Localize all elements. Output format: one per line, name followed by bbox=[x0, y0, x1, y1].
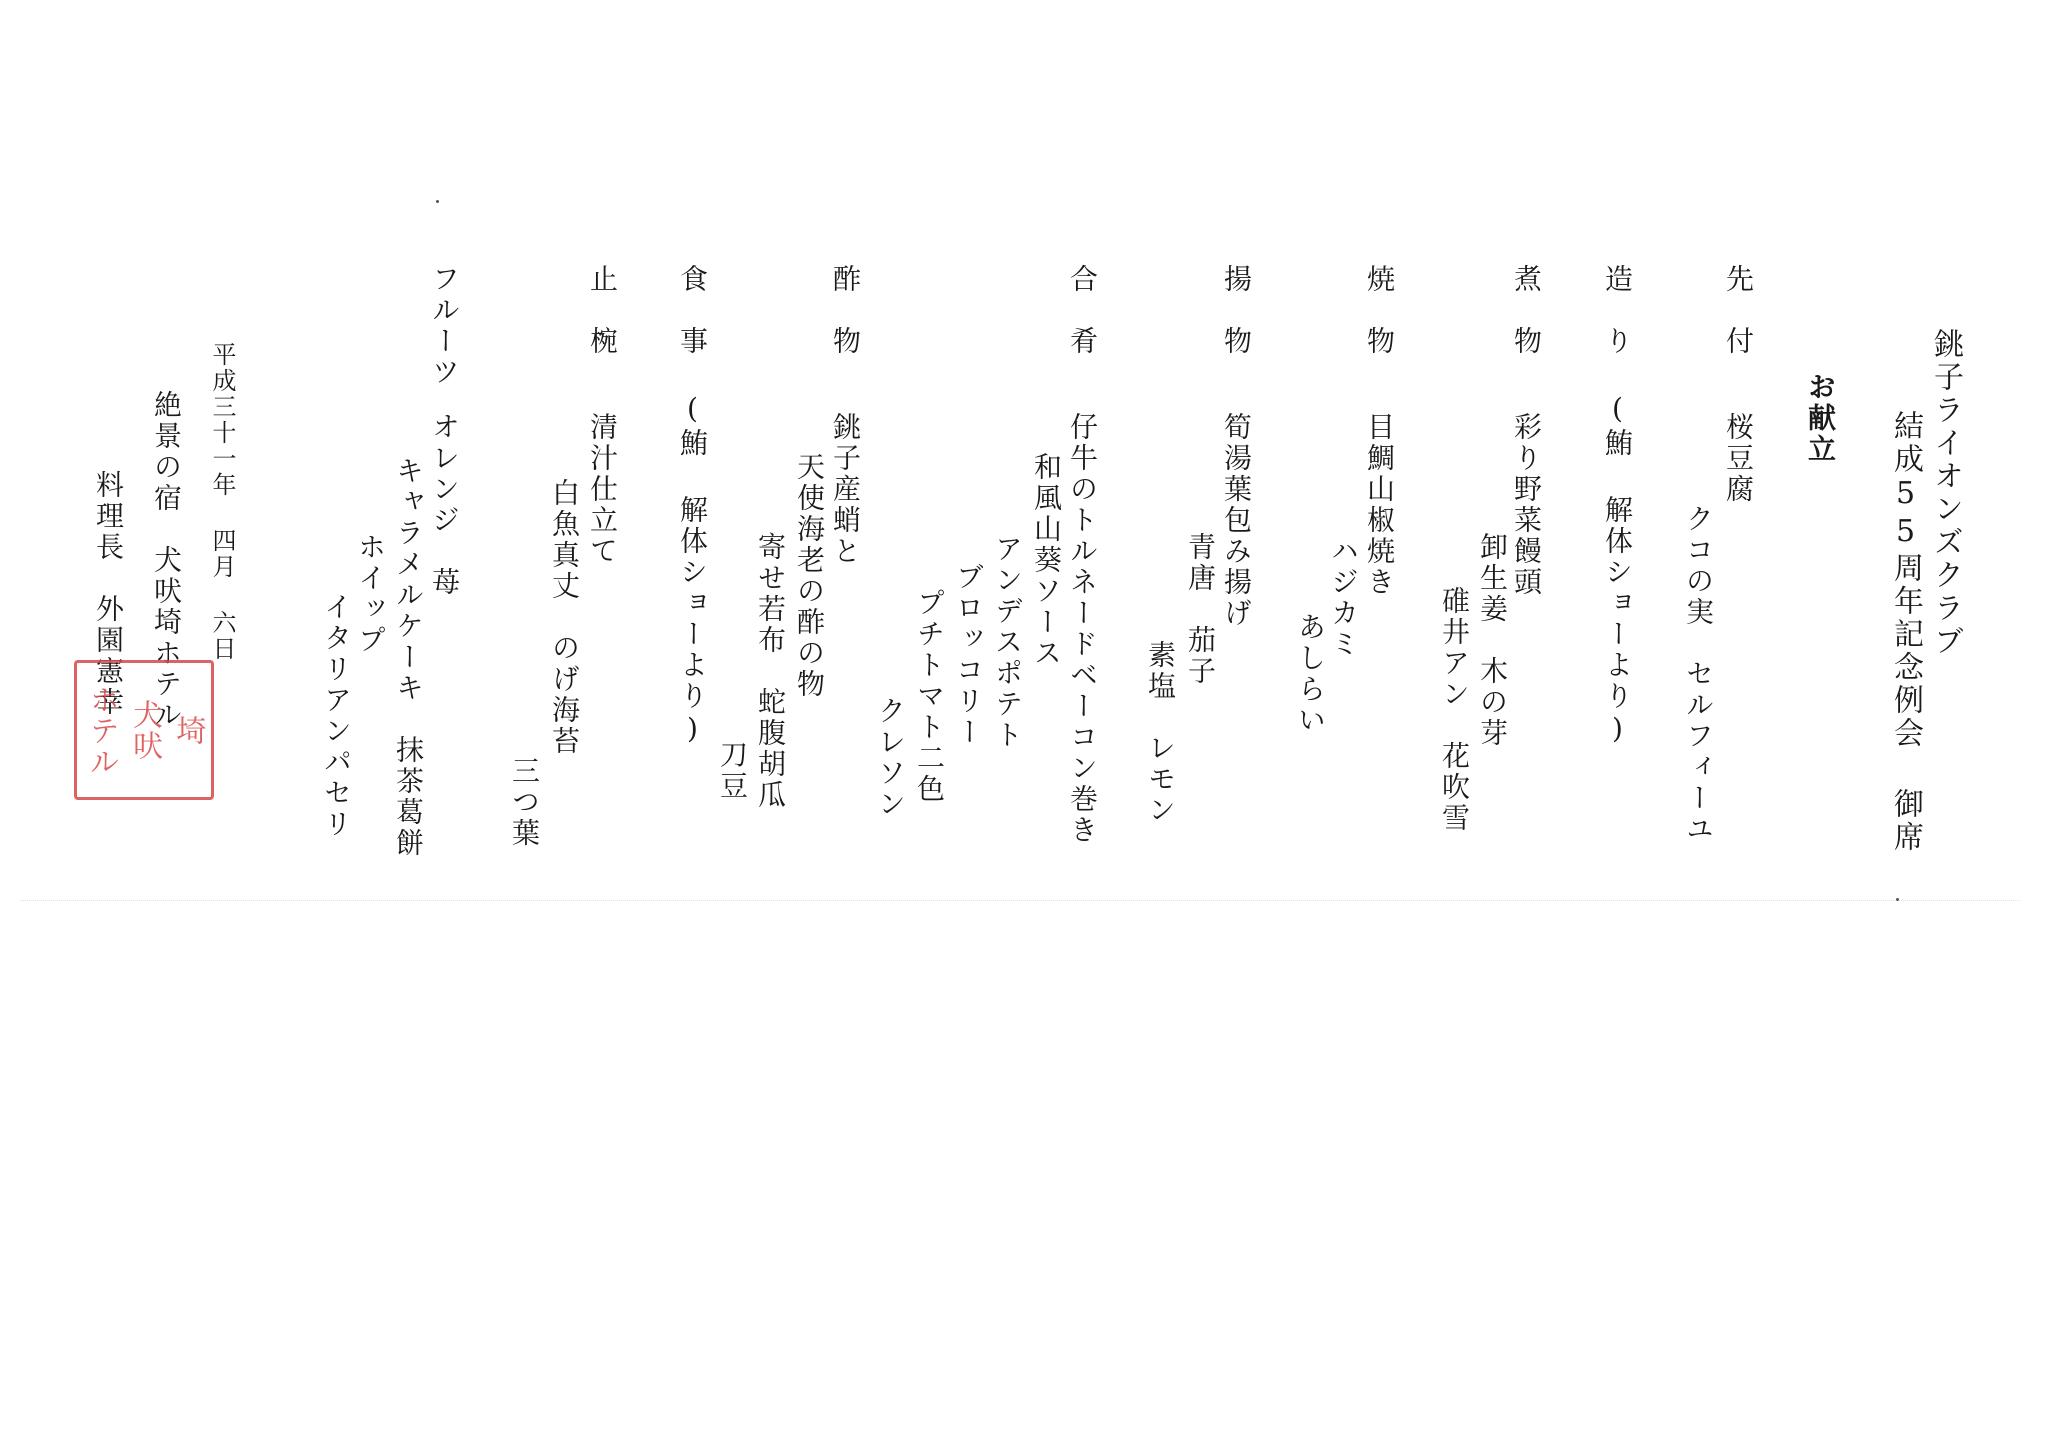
course-category: 酢 物 bbox=[829, 264, 862, 357]
menu-title: お献立 bbox=[1804, 372, 1837, 465]
course-item: 寄せ若布 蛇腹胡瓜 bbox=[754, 532, 787, 811]
course-item: 仔牛のトルネードベーコン巻き bbox=[1066, 412, 1099, 846]
course-item: 目鯛山椒焼き bbox=[1363, 412, 1396, 598]
course-item: クレソン bbox=[874, 696, 907, 820]
course-item: キャラメルケーキ 抹茶葛餅 bbox=[392, 456, 425, 859]
course-item: オレンジ 苺 bbox=[428, 412, 461, 598]
course-item: 彩り野菜饅頭 bbox=[1510, 412, 1543, 598]
fold-line bbox=[20, 900, 2020, 901]
course-item: (鮪 解体ショーより) bbox=[1601, 392, 1634, 748]
event-title: 結成55周年記念例会 御席 bbox=[1888, 410, 1923, 854]
course-item: 筍湯葉包み揚げ bbox=[1220, 412, 1253, 629]
course-item: 清汁仕立て bbox=[586, 412, 619, 567]
course-item: 銚子産蛸と bbox=[829, 412, 862, 567]
course-item: あしらい bbox=[1294, 612, 1327, 736]
course-item: クコの実 セルフィーユ bbox=[1682, 504, 1715, 845]
club-name: 銚子ライオンズクラブ bbox=[1928, 328, 1963, 658]
course-item: 刀豆 bbox=[716, 740, 749, 802]
course-item: プチトマト二色 bbox=[913, 588, 946, 805]
course-item: 白魚真丈 のげ海苔 bbox=[548, 478, 581, 757]
seal-glyph-column: ホテル bbox=[83, 683, 119, 777]
course-item: 三つ葉 bbox=[508, 756, 541, 849]
seal-glyph-column: 犬吠 bbox=[126, 699, 162, 761]
course-item: ハジカミ bbox=[1327, 536, 1360, 660]
course-item: 碓井アン 花吹雪 bbox=[1438, 586, 1471, 834]
course-item: ブロッコリー bbox=[952, 562, 985, 748]
scan-speck bbox=[1896, 898, 1899, 901]
course-item: 桜豆腐 bbox=[1722, 412, 1755, 505]
course-item: (鮪 解体ショーより) bbox=[676, 392, 709, 748]
course-item: 和風山葵ソース bbox=[1030, 452, 1063, 669]
course-item: ホイップ bbox=[354, 532, 387, 656]
course-category: 造 り bbox=[1601, 264, 1634, 357]
course-category: 止 椀 bbox=[586, 264, 619, 357]
hotel-name: 絶景の宿 犬吠埼ホテル bbox=[150, 390, 183, 731]
scan-speck bbox=[436, 200, 439, 203]
course-category: 焼 物 bbox=[1363, 264, 1396, 357]
course-item: 卸生姜 木の芽 bbox=[1476, 532, 1509, 749]
course-category: 食 事 bbox=[676, 264, 709, 357]
course-category: 合 肴 bbox=[1066, 264, 1099, 357]
course-item: アンデスポテト bbox=[991, 534, 1024, 751]
course-item: 天使海老の酢の物 bbox=[793, 452, 826, 700]
course-item: 素塩 レモン bbox=[1144, 640, 1177, 826]
course-item: 青唐 茄子 bbox=[1184, 532, 1217, 687]
seal-glyph-column: 埼 bbox=[170, 714, 206, 746]
course-item: イタリアンパセリ bbox=[320, 592, 353, 840]
hotel-seal bbox=[74, 660, 214, 800]
chef-name: 料理長 外園憲幸 bbox=[92, 470, 125, 718]
course-category: 揚 物 bbox=[1220, 264, 1253, 357]
course-category: フルーツ bbox=[428, 264, 461, 388]
course-category: 煮 物 bbox=[1510, 264, 1543, 357]
menu-date: 平成三十一年 四月 六日 bbox=[208, 342, 236, 662]
course-category: 先 付 bbox=[1722, 264, 1755, 357]
